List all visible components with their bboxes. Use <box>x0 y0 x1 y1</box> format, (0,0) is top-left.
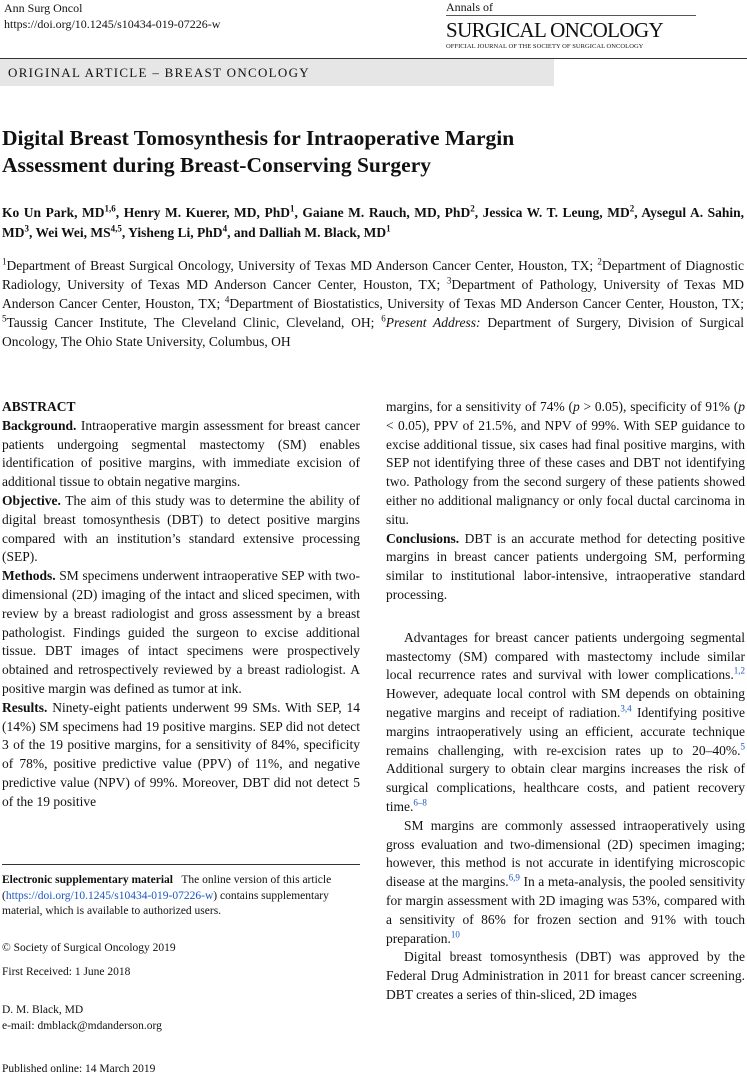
journal-citation <box>4 0 220 32</box>
footnote-text: ) contains supplementary material, which is available to authorized users. <box>2 889 329 917</box>
right-column <box>386 398 745 1005</box>
conclusions-text: DBT is an accurate method for detecting positive margins in breast cancer patients undergoing SM, performing similar to institutional labor-intensive, intraoperative standard processing. <box>386 530 746 602</box>
supplementary-link[interactable]: https://doi.org/10.1245/s10434-019-07226-w <box>5 889 214 902</box>
section-label: ORIGINAL ARTICLE – BREAST ONCOLOGY <box>0 59 554 86</box>
p-value-symbol: p <box>738 399 745 414</box>
author[interactable]: Aysegul A. Sahin, MD <box>2 205 745 240</box>
abstract-background <box>2 417 360 492</box>
author-affil: 2 <box>629 203 635 214</box>
author-affil: 4,5 <box>110 223 122 234</box>
correspondence-name: D. M. Black, MD <box>2 1004 84 1016</box>
results-cont-text: > 0.05), specificity of 91% ( <box>579 399 739 414</box>
affiliation: Department of Breast Surgical Oncology, University of Texas MD Anderson Cancer Center, Houston, TX; <box>6 258 594 273</box>
affiliation: Department of Surgery, Division of Surgical Oncology, The Ohio State University, Columbus, OH <box>2 315 744 349</box>
abstract-results-continued <box>386 398 745 530</box>
results-text: Ninety-eight patients underwent 99 SMs. With SEP, 14 (14%) SM specimens had 19 positive margins. SEP did not detect 3 of the 19 positive margins, for a sensitivity of 84%, specificity of 78%, positive predictive value (PPV) of 11%, and negative predictive value (NPV) of 99%. Moreover, DBT did not detect 5 of the 19 positive <box>2 699 360 809</box>
citation-link[interactable]: 5 <box>740 741 745 752</box>
citation-link[interactable]: 10 <box>450 929 460 940</box>
abstract-column <box>2 398 360 812</box>
author-affil: 4 <box>222 223 228 234</box>
author-list: Ko Un Park, MD$^{1,6}$, Henry M. Kuerer, MD, PhD$^1$, Gaiane M. Rauch, MD, PhD$^2$, Jessica W. T. Leung, $MD^2$, Aysegul A. Sahin, $MD^3$, Wei Wei, MS$^{4,5}$, Yisheng Li, PhD$^4$, and Dalliah M. Black, $MD^1$ <box>2 203 745 240</box>
body-text: Identifying positive margins intraoperatively using an efficient, accurate technique remains challenging, with re-excision rates up to 20–40%. <box>386 704 746 758</box>
author-affil: 1 <box>289 203 295 214</box>
body-text: Advantages for breast cancer patients undergoing segmental mastectomy (SM) compared with mastectomy include similar local recurrence rates and survival with lower complications. <box>386 629 745 683</box>
body-paragraph <box>386 948 745 1004</box>
conclusions-label: Conclusions. <box>386 530 460 546</box>
author[interactable]: Ko Un Park, MD <box>2 205 105 220</box>
affiliation: Taussig Cancer Institute, The Cleveland Clinic, Cleveland, OH; <box>6 315 375 330</box>
affil-num: 1 <box>2 256 7 267</box>
affil-num: 4 <box>224 294 230 305</box>
title-line-1: Digital Breast Tomosynthesis for Intraoperative Margin <box>2 126 515 150</box>
published-online: Published online: 14 March 2019 <box>2 1063 156 1075</box>
author[interactable]: Gaiane M. Rauch, MD, PhD <box>302 205 471 220</box>
abstract-heading: ABSTRACT <box>2 399 76 414</box>
journal-tagline: OFFICIAL JOURNAL OF THE SOCIETY OF SURGICAL ONCOLOGY <box>446 43 644 50</box>
body-paragraph <box>386 629 745 817</box>
author-affil: 1,6 <box>104 203 116 214</box>
methods-text: SM specimens underwent intraoperative SEP with two-dimensional (2D) imaging of the intact and sliced specimen, with review by a breast radiologist and gross assessment by a breast pathologist. Findings guided the surgeon to excise additional tissue. DBT images of intact specimens were prospectively obtained and retrospectively reviewed by a breast radiologist. A positive margin was defined as tumor at ink. <box>2 568 361 696</box>
author-affil: 1 <box>386 223 391 234</box>
abstract-methods <box>2 567 360 699</box>
affil-num: 6 <box>381 313 386 324</box>
results-cont-text: margins, for a sensitivity of 74% ( <box>386 399 574 414</box>
body-text: SM margins are commonly assessed intraoperatively using gross evaluation and two-dimensional (2D) specimen imaging; however, this method is not accurate in identifying microscopic disease at the margins. <box>386 817 745 890</box>
abstract-objective <box>2 492 360 567</box>
affil-num: 5 <box>2 313 7 324</box>
citation-link[interactable]: 6,9 <box>508 872 520 883</box>
objective-text: The aim of this study was to determine the ability of digital breast tomosynthesis (DBT) to detect positive margins compared with an institution’s standard extensive processing (SEP). <box>2 492 360 565</box>
body-text: Additional surgery to obtain clear margins increases the risk of surgical complications, healthcare costs, and patient recovery time. <box>386 761 745 814</box>
journal-abbrev: Ann Surg Oncol <box>4 1 83 15</box>
author[interactable]: Dalliah M. Black, MD <box>258 225 387 240</box>
footnote-text: The online version of this article ( <box>2 874 332 902</box>
abstract-conclusions <box>386 530 745 605</box>
body-text: In a meta-analysis, the pooled sensitivity for margin assessment with 2D imaging was 53%, compared with a sensitivity of 86% for frozen section and 91% with touch preparation. <box>386 874 746 946</box>
author[interactable]: Henry M. Kuerer, MD, PhD <box>123 205 290 220</box>
author[interactable]: Wei Wei, MS <box>35 225 111 240</box>
journal-logo <box>446 0 696 51</box>
results-label: Results. <box>2 699 48 715</box>
affiliation: Department of Pathology, University of Texas MD Anderson Cancer Center, Houston, TX; <box>2 277 744 311</box>
author-affil: 2 <box>470 203 475 214</box>
affil-num: 2 <box>597 256 602 267</box>
journal-name: SURGICAL ONCOLOGY <box>446 18 664 42</box>
author[interactable]: Yisheng Li, PhD <box>128 225 223 240</box>
section-gap <box>386 605 745 629</box>
author-affil: 3 <box>24 223 29 234</box>
results-cont-text: < 0.05), PPV of 21.5%, and NPV of 99%. With SEP guidance to excise additional tissue, six cases had final positive margins, with SEP not identifying three of these cases and DBT not identifying two. Pathology from the second surgery of these patients showed either no additional malignancy or only focal ductal carcinoma in situ. <box>386 417 745 527</box>
article-doi: https://doi.org/10.1245/s10434-019-07226-w <box>4 17 221 31</box>
journal-annals-of: Annals of <box>446 0 493 14</box>
correspondence-email[interactable]: e-mail: dmblack@mdanderson.org <box>2 1020 162 1032</box>
body-text: Digital breast tomosynthesis (DBT) was approved by the Federal Drug Administration in 2011 for breast cancer screening. DBT creates a series of thin-sliced, 2D images <box>386 949 745 1002</box>
footnote-label: Electronic supplementary material <box>2 874 173 886</box>
methods-label: Methods. <box>2 568 56 584</box>
body-text: However, adequate local control with SM depends on obtaining negative margins and receipt of radiation. <box>386 686 745 720</box>
abstract-results <box>2 699 360 812</box>
affil-num: 3 <box>446 275 452 286</box>
footnote-divider <box>2 864 360 865</box>
author[interactable]: Jessica W. T. Leung, MD <box>482 205 630 220</box>
affiliation: Department of Diagnostic Radiology, University of Texas MD Anderson Cancer Center, Houston, TX; <box>2 258 745 292</box>
affiliation-present-label: Present Address: <box>385 315 481 330</box>
affiliation: Department of Biostatistics, University of Texas MD Anderson Cancer Center, Houston, TX; <box>229 296 745 311</box>
journal-logo-rule <box>446 15 696 16</box>
first-received: First Received: 1 June 2018 <box>2 966 131 978</box>
citation-link[interactable]: 1,2 <box>733 665 745 676</box>
copyright: © Society of Surgical Oncology 2019 <box>2 942 176 954</box>
p-value-symbol: p <box>573 399 580 414</box>
body-paragraph <box>386 817 745 949</box>
background-text: Intraoperative margin assessment for breast cancer patients undergoing segmental mastectomy (SM) enables identification of positive margins, with immediate excision of additional tissue to obtain negative margins. <box>2 417 360 490</box>
title-line-2: Assessment during Breast-Conserving Surgery <box>2 153 432 177</box>
background-label: Background. <box>2 417 77 433</box>
affiliations <box>2 256 744 351</box>
objective-label: Objective. <box>2 492 61 508</box>
citation-link[interactable]: 3,4 <box>620 703 632 714</box>
article-title <box>2 125 742 179</box>
supplementary-footnote <box>2 873 360 920</box>
citation-link[interactable]: 6–8 <box>413 797 427 808</box>
